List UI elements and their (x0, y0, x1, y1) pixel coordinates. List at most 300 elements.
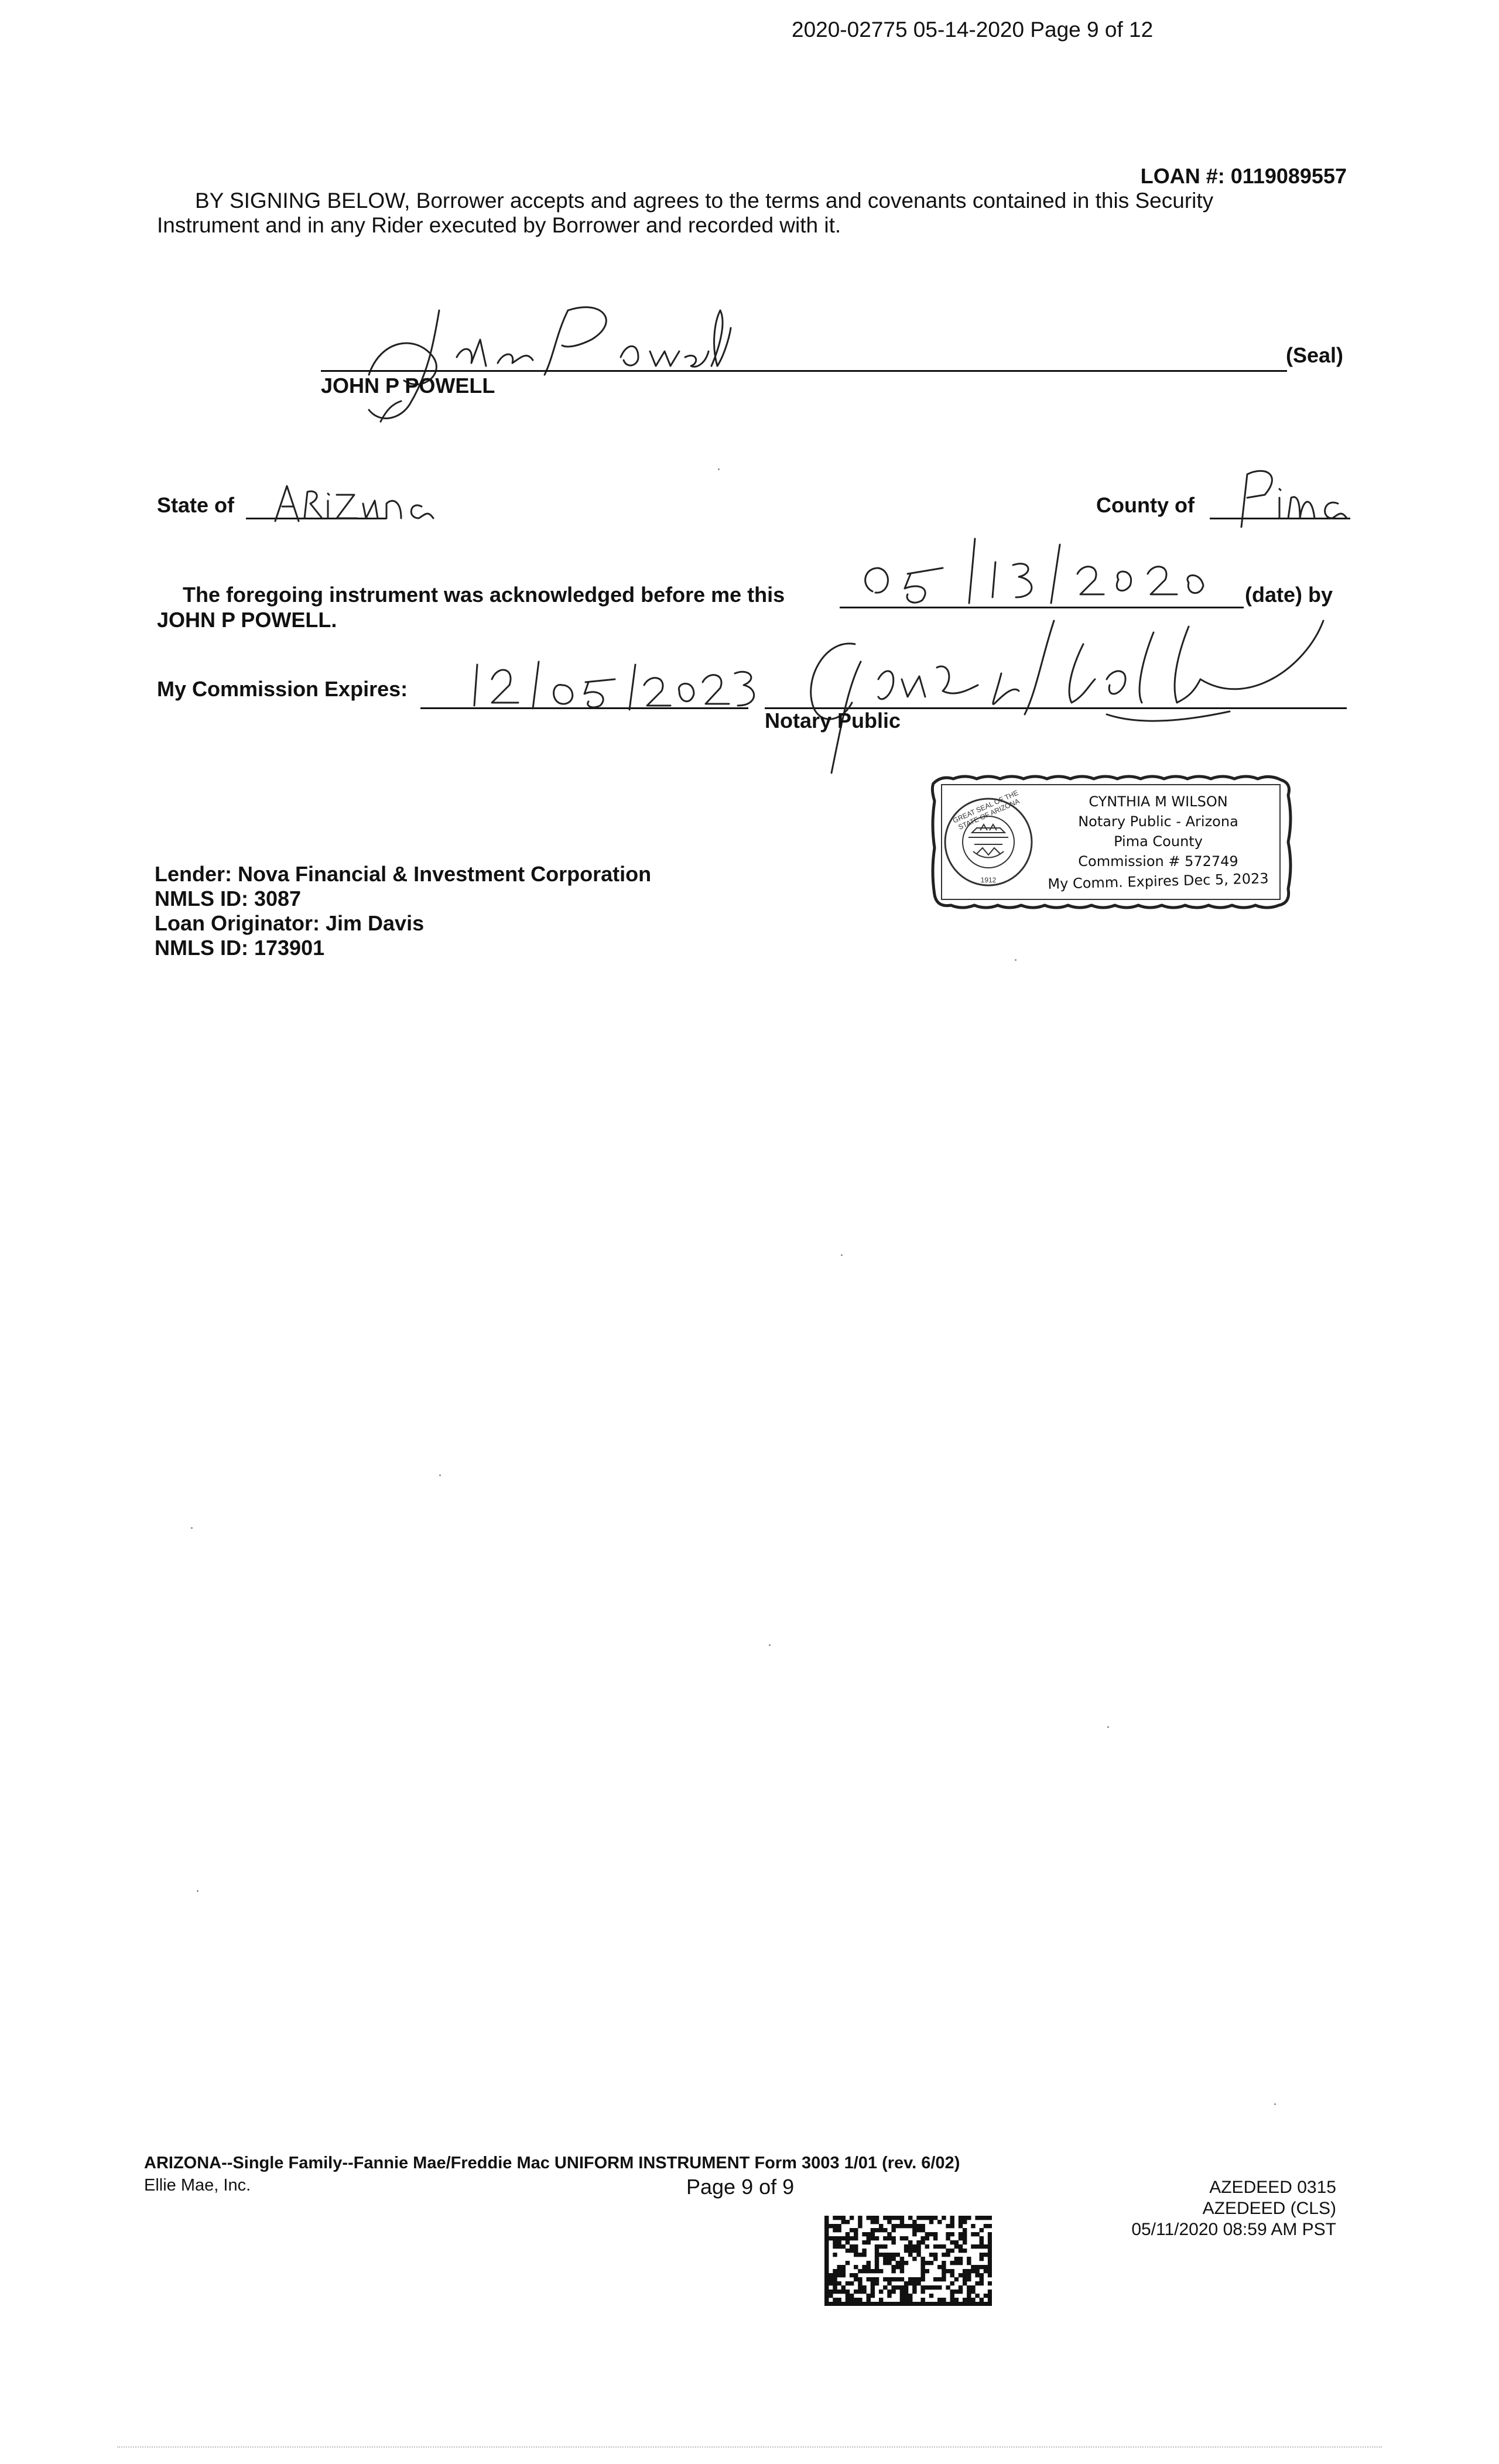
barcode-module (871, 2290, 875, 2294)
barcode-module (933, 2216, 937, 2220)
barcode-module (887, 2216, 891, 2220)
barcode-module (850, 2281, 854, 2285)
barcode-module (933, 2253, 937, 2257)
barcode-module (854, 2253, 858, 2257)
barcode-module (833, 2285, 837, 2290)
barcode-module (850, 2228, 854, 2232)
barcode-module (942, 2269, 946, 2273)
barcode-module (875, 2281, 879, 2285)
barcode-module (988, 2298, 992, 2302)
barcode-module (908, 2294, 912, 2298)
barcode-module (975, 2294, 979, 2298)
barcode-module (841, 2220, 846, 2224)
barcode-module (854, 2302, 858, 2306)
barcode-module (942, 2244, 946, 2249)
barcode-module (912, 2249, 916, 2253)
barcode-module (879, 2302, 883, 2306)
barcode-module (916, 2244, 920, 2249)
barcode-module (980, 2302, 984, 2306)
barcode-module (908, 2281, 912, 2285)
footer-page: Page 9 of 9 (686, 2175, 795, 2199)
barcode-module (824, 2269, 829, 2273)
county-label: County of (1096, 493, 1195, 517)
barcode-module (833, 2253, 837, 2257)
barcode-module (871, 2269, 875, 2273)
barcode-module (950, 2273, 954, 2277)
barcode-module (942, 2277, 946, 2281)
barcode-module (824, 2273, 829, 2277)
barcode-module (891, 2285, 895, 2290)
barcode-module (867, 2216, 871, 2220)
barcode-module (904, 2290, 908, 2294)
barcode-module (871, 2302, 875, 2306)
recording-header: 2020-02775 05-14-2020 Page 9 of 12 (792, 18, 1154, 42)
barcode-module (875, 2249, 879, 2253)
borrower-signature (345, 287, 732, 433)
barcode-module (883, 2228, 887, 2232)
barcode-module (967, 2290, 971, 2294)
barcode-module (829, 2273, 833, 2277)
barcode-module (875, 2265, 879, 2269)
barcode-module (867, 2240, 871, 2244)
barcode-module (824, 2232, 829, 2236)
barcode-module (833, 2224, 837, 2228)
barcode-module (833, 2216, 837, 2220)
barcode-module (867, 2232, 871, 2236)
barcode-module (824, 2294, 829, 2298)
barcode-module (916, 2281, 920, 2285)
barcode-module (862, 2265, 866, 2269)
barcode-module (846, 2294, 850, 2298)
barcode-module (937, 2244, 942, 2249)
barcode-module (858, 2277, 862, 2281)
barcode-module (980, 2265, 984, 2269)
barcode-module (920, 2228, 925, 2232)
barcode-module (841, 2265, 846, 2269)
barcode-module (920, 2290, 925, 2294)
barcode-module (988, 2269, 992, 2273)
barcode-module (900, 2277, 904, 2281)
barcode-module (971, 2285, 975, 2290)
barcode-module (833, 2281, 837, 2285)
barcode-module (862, 2302, 866, 2306)
barcode-module (879, 2224, 883, 2228)
barcode-module (988, 2290, 992, 2294)
barcode-module (887, 2277, 891, 2281)
barcode-module (883, 2277, 887, 2281)
barcode-module (942, 2253, 946, 2257)
barcode-module (963, 2302, 967, 2306)
barcode-module (841, 2273, 846, 2277)
barcode-module (824, 2285, 829, 2290)
barcode-module (959, 2236, 963, 2240)
barcode-module (980, 2216, 984, 2220)
barcode-module (824, 2257, 829, 2261)
barcode-module (929, 2294, 933, 2298)
barcode-module (846, 2240, 850, 2244)
barcode-module (871, 2220, 875, 2224)
barcode-module (975, 2273, 979, 2277)
barcode-module (824, 2298, 829, 2302)
barcode-module (908, 2298, 912, 2302)
barcode-module (887, 2302, 891, 2306)
barcode-module (850, 2216, 854, 2220)
barcode-module (916, 2253, 920, 2257)
barcode-module (837, 2216, 841, 2220)
barcode-module (925, 2244, 929, 2249)
barcode-module (862, 2253, 866, 2257)
barcode-module (900, 2294, 904, 2298)
barcode-module (980, 2244, 984, 2249)
barcode-module (871, 2232, 875, 2236)
barcode-module (912, 2220, 916, 2224)
barcode-module (871, 2228, 875, 2232)
barcode-module (858, 2253, 862, 2257)
barcode-module (896, 2302, 900, 2306)
barcode-module (862, 2240, 866, 2244)
barcode-module (942, 2216, 946, 2220)
barcode-module (900, 2261, 904, 2265)
barcode-module (824, 2261, 829, 2265)
barcode-module (891, 2302, 895, 2306)
barcode-module (871, 2277, 875, 2281)
barcode-module (875, 2257, 879, 2261)
barcode-module (933, 2244, 937, 2249)
barcode-module (824, 2220, 829, 2224)
barcode-module (891, 2265, 895, 2269)
barcode-module (920, 2216, 925, 2220)
barcode-module (946, 2269, 950, 2273)
barcode-module (988, 2273, 992, 2277)
barcode-module (920, 2298, 925, 2302)
barcode-module (925, 2302, 929, 2306)
scan-edge (117, 2446, 1382, 2449)
barcode (824, 2216, 992, 2306)
barcode-module (908, 2253, 912, 2257)
originator-nmls: NMLS ID: 173901 (155, 936, 325, 960)
barcode-module (971, 2232, 975, 2236)
barcode-module (975, 2302, 979, 2306)
barcode-module (975, 2244, 979, 2249)
barcode-module (858, 2224, 862, 2228)
barcode-module (954, 2257, 959, 2261)
barcode-module (963, 2269, 967, 2273)
barcode-module (916, 2249, 920, 2253)
barcode-module (867, 2298, 871, 2302)
barcode-module (875, 2216, 879, 2220)
barcode-module (959, 2290, 963, 2294)
barcode-module (908, 2244, 912, 2249)
barcode-module (824, 2265, 829, 2269)
barcode-module (950, 2290, 954, 2294)
barcode-module (850, 2298, 854, 2302)
barcode-module (950, 2249, 954, 2253)
barcode-module (887, 2236, 891, 2240)
barcode-module (954, 2290, 959, 2294)
barcode-module (858, 2216, 862, 2220)
barcode-module (920, 2224, 925, 2228)
barcode-module (850, 2273, 854, 2277)
barcode-module (900, 2220, 904, 2224)
barcode-module (879, 2244, 883, 2249)
barcode-module (959, 2249, 963, 2253)
barcode-module (896, 2265, 900, 2269)
barcode-module (908, 2224, 912, 2228)
seal-label: (Seal) (1286, 343, 1344, 367)
barcode-module (971, 2265, 975, 2269)
barcode-module (883, 2216, 887, 2220)
barcode-module (900, 2269, 904, 2273)
barcode-module (824, 2236, 829, 2240)
barcode-module (988, 2240, 992, 2244)
barcode-module (925, 2285, 929, 2290)
lender-nmls: NMLS ID: 3087 (155, 887, 302, 911)
barcode-module (908, 2249, 912, 2253)
barcode-module (920, 2240, 925, 2244)
barcode-module (846, 2232, 850, 2236)
barcode-module (959, 2261, 963, 2265)
barcode-module (862, 2249, 866, 2253)
barcode-module (896, 2216, 900, 2220)
barcode-module (833, 2298, 837, 2302)
barcode-module (920, 2265, 925, 2269)
barcode-module (875, 2244, 879, 2249)
barcode-module (963, 2281, 967, 2285)
barcode-module (946, 2253, 950, 2257)
barcode-module (824, 2302, 829, 2306)
barcode-module (891, 2257, 895, 2261)
barcode-module (967, 2285, 971, 2290)
stamp-expires: My Comm. Expires Dec 5, 2023 (1048, 870, 1269, 892)
barcode-module (887, 2294, 891, 2298)
barcode-module (959, 2273, 963, 2277)
barcode-module (984, 2216, 988, 2220)
notary-label: Notary Public (765, 709, 901, 733)
barcode-module (841, 2302, 846, 2306)
foregoing-text: The foregoing instrument was acknowledged before me this (183, 583, 785, 607)
barcode-module (925, 2236, 929, 2240)
barcode-module (858, 2290, 862, 2294)
barcode-module (933, 2285, 937, 2290)
barcode-module (891, 2253, 895, 2257)
barcode-module (875, 2269, 879, 2273)
barcode-module (879, 2298, 883, 2302)
barcode-module (933, 2232, 937, 2236)
barcode-module (896, 2277, 900, 2281)
barcode-module (967, 2257, 971, 2261)
seal-year: 1912 (980, 876, 997, 884)
barcode-module (980, 2240, 984, 2244)
barcode-module (988, 2244, 992, 2249)
barcode-module (824, 2249, 829, 2253)
barcode-module (879, 2290, 883, 2294)
barcode-module (829, 2224, 833, 2228)
barcode-module (829, 2277, 833, 2281)
footer-publisher: Ellie Mae, Inc. (144, 2176, 251, 2195)
barcode-module (908, 2240, 912, 2244)
barcode-module (846, 2261, 850, 2265)
barcode-module (971, 2244, 975, 2249)
barcode-module (824, 2244, 829, 2249)
barcode-module (937, 2265, 942, 2269)
barcode-module (833, 2302, 837, 2306)
barcode-module (837, 2240, 841, 2244)
barcode-module (824, 2290, 829, 2294)
stamp-details (1035, 792, 1281, 891)
barcode-module (929, 2253, 933, 2257)
barcode-module (950, 2302, 954, 2306)
barcode-module (854, 2298, 858, 2302)
barcode-module (929, 2302, 933, 2306)
barcode-module (837, 2302, 841, 2306)
barcode-module (871, 2285, 875, 2290)
barcode-module (833, 2244, 837, 2249)
commission-handwriting (468, 656, 761, 714)
barcode-module (950, 2294, 954, 2298)
barcode-module (854, 2265, 858, 2269)
barcode-module (867, 2269, 871, 2273)
barcode-module (967, 2261, 971, 2265)
barcode-module (867, 2236, 871, 2240)
barcode-module (929, 2285, 933, 2290)
barcode-module (891, 2290, 895, 2294)
barcode-module (833, 2236, 837, 2240)
barcode-module (916, 2240, 920, 2244)
barcode-module (988, 2261, 992, 2265)
barcode-module (912, 2257, 916, 2261)
county-handwriting (1230, 463, 1358, 533)
barcode-module (900, 2236, 904, 2240)
barcode-module (867, 2261, 871, 2265)
state-label: State of (157, 493, 235, 517)
barcode-module (837, 2298, 841, 2302)
barcode-module (950, 2220, 954, 2224)
barcode-module (837, 2281, 841, 2285)
barcode-module (912, 2228, 916, 2232)
barcode-module (850, 2244, 854, 2249)
barcode-module (841, 2236, 846, 2240)
barcode-module (837, 2273, 841, 2277)
barcode-module (937, 2277, 942, 2281)
barcode-module (967, 2298, 971, 2302)
barcode-module (837, 2236, 841, 2240)
barcode-module (975, 2216, 979, 2220)
lender-name: Lender: Nova Financial & Investment Corporation (155, 862, 652, 886)
barcode-module (904, 2261, 908, 2265)
barcode-module (954, 2302, 959, 2306)
barcode-module (867, 2277, 871, 2281)
barcode-module (950, 2269, 954, 2273)
barcode-module (883, 2257, 887, 2261)
barcode-module (946, 2236, 950, 2240)
barcode-module (841, 2244, 846, 2249)
barcode-module (900, 2265, 904, 2269)
barcode-module (916, 2224, 920, 2228)
barcode-module (846, 2302, 850, 2306)
date-suffix: (date) by (1245, 583, 1333, 607)
barcode-module (980, 2298, 984, 2302)
barcode-module (833, 2228, 837, 2232)
barcode-module (824, 2281, 829, 2285)
footer-form-line: ARIZONA--Single Family--Fannie Mae/Freddie Mac UNIFORM INSTRUMENT Form 3003 1/01 (rev. 6/02) (144, 2154, 960, 2172)
barcode-module (929, 2261, 933, 2265)
barcode-module (988, 2253, 992, 2257)
barcode-module (920, 2273, 925, 2277)
barcode-module (858, 2220, 862, 2224)
barcode-module (858, 2269, 862, 2273)
barcode-module (929, 2232, 933, 2236)
barcode-module (942, 2261, 946, 2265)
barcode-module (912, 2302, 916, 2306)
barcode-module (883, 2244, 887, 2249)
commission-label: My Commission Expires: (157, 677, 408, 701)
barcode-module (854, 2232, 858, 2236)
barcode-module (904, 2285, 908, 2290)
barcode-module (984, 2265, 988, 2269)
barcode-module (904, 2249, 908, 2253)
barcode-module (950, 2224, 954, 2228)
barcode-module (912, 2224, 916, 2228)
barcode-module (937, 2220, 942, 2224)
barcode-module (946, 2285, 950, 2290)
barcode-module (850, 2302, 854, 2306)
barcode-module (833, 2273, 837, 2277)
barcode-module (833, 2269, 837, 2273)
barcode-module (875, 2277, 879, 2281)
barcode-module (904, 2294, 908, 2298)
barcode-module (988, 2281, 992, 2285)
stamp-notary-name: CYNTHIA M WILSON (1089, 793, 1228, 810)
lender-block (155, 862, 651, 960)
loan-number: LOAN #: 0119089557 (1140, 164, 1347, 188)
barcode-module (862, 2232, 866, 2236)
barcode-module (920, 2236, 925, 2240)
barcode-module (963, 2273, 967, 2277)
barcode-module (846, 2249, 850, 2253)
barcode-module (871, 2281, 875, 2285)
barcode-module (925, 2269, 929, 2273)
barcode-module (988, 2224, 992, 2228)
barcode-module (933, 2236, 937, 2240)
barcode-module (984, 2253, 988, 2257)
barcode-module (963, 2249, 967, 2253)
barcode-module (946, 2224, 950, 2228)
barcode-module (963, 2220, 967, 2224)
acknowledged-name: JOHN P POWELL. (157, 608, 337, 632)
barcode-module (984, 2294, 988, 2298)
barcode-module (883, 2236, 887, 2240)
barcode-module (854, 2249, 858, 2253)
barcode-module (942, 2298, 946, 2302)
barcode-module (879, 2228, 883, 2232)
barcode-module (837, 2244, 841, 2249)
barcode-module (829, 2290, 833, 2294)
barcode-module (988, 2236, 992, 2240)
barcode-module (954, 2240, 959, 2244)
barcode-module (854, 2277, 858, 2281)
barcode-module (920, 2302, 925, 2306)
notary-signature (779, 609, 1329, 779)
barcode-module (887, 2257, 891, 2261)
barcode-module (920, 2285, 925, 2290)
barcode-module (829, 2294, 833, 2298)
barcode-module (887, 2261, 891, 2265)
barcode-module (891, 2240, 895, 2244)
barcode-module (929, 2216, 933, 2220)
barcode-module (824, 2228, 829, 2232)
barcode-module (887, 2281, 891, 2285)
barcode-module (837, 2265, 841, 2269)
